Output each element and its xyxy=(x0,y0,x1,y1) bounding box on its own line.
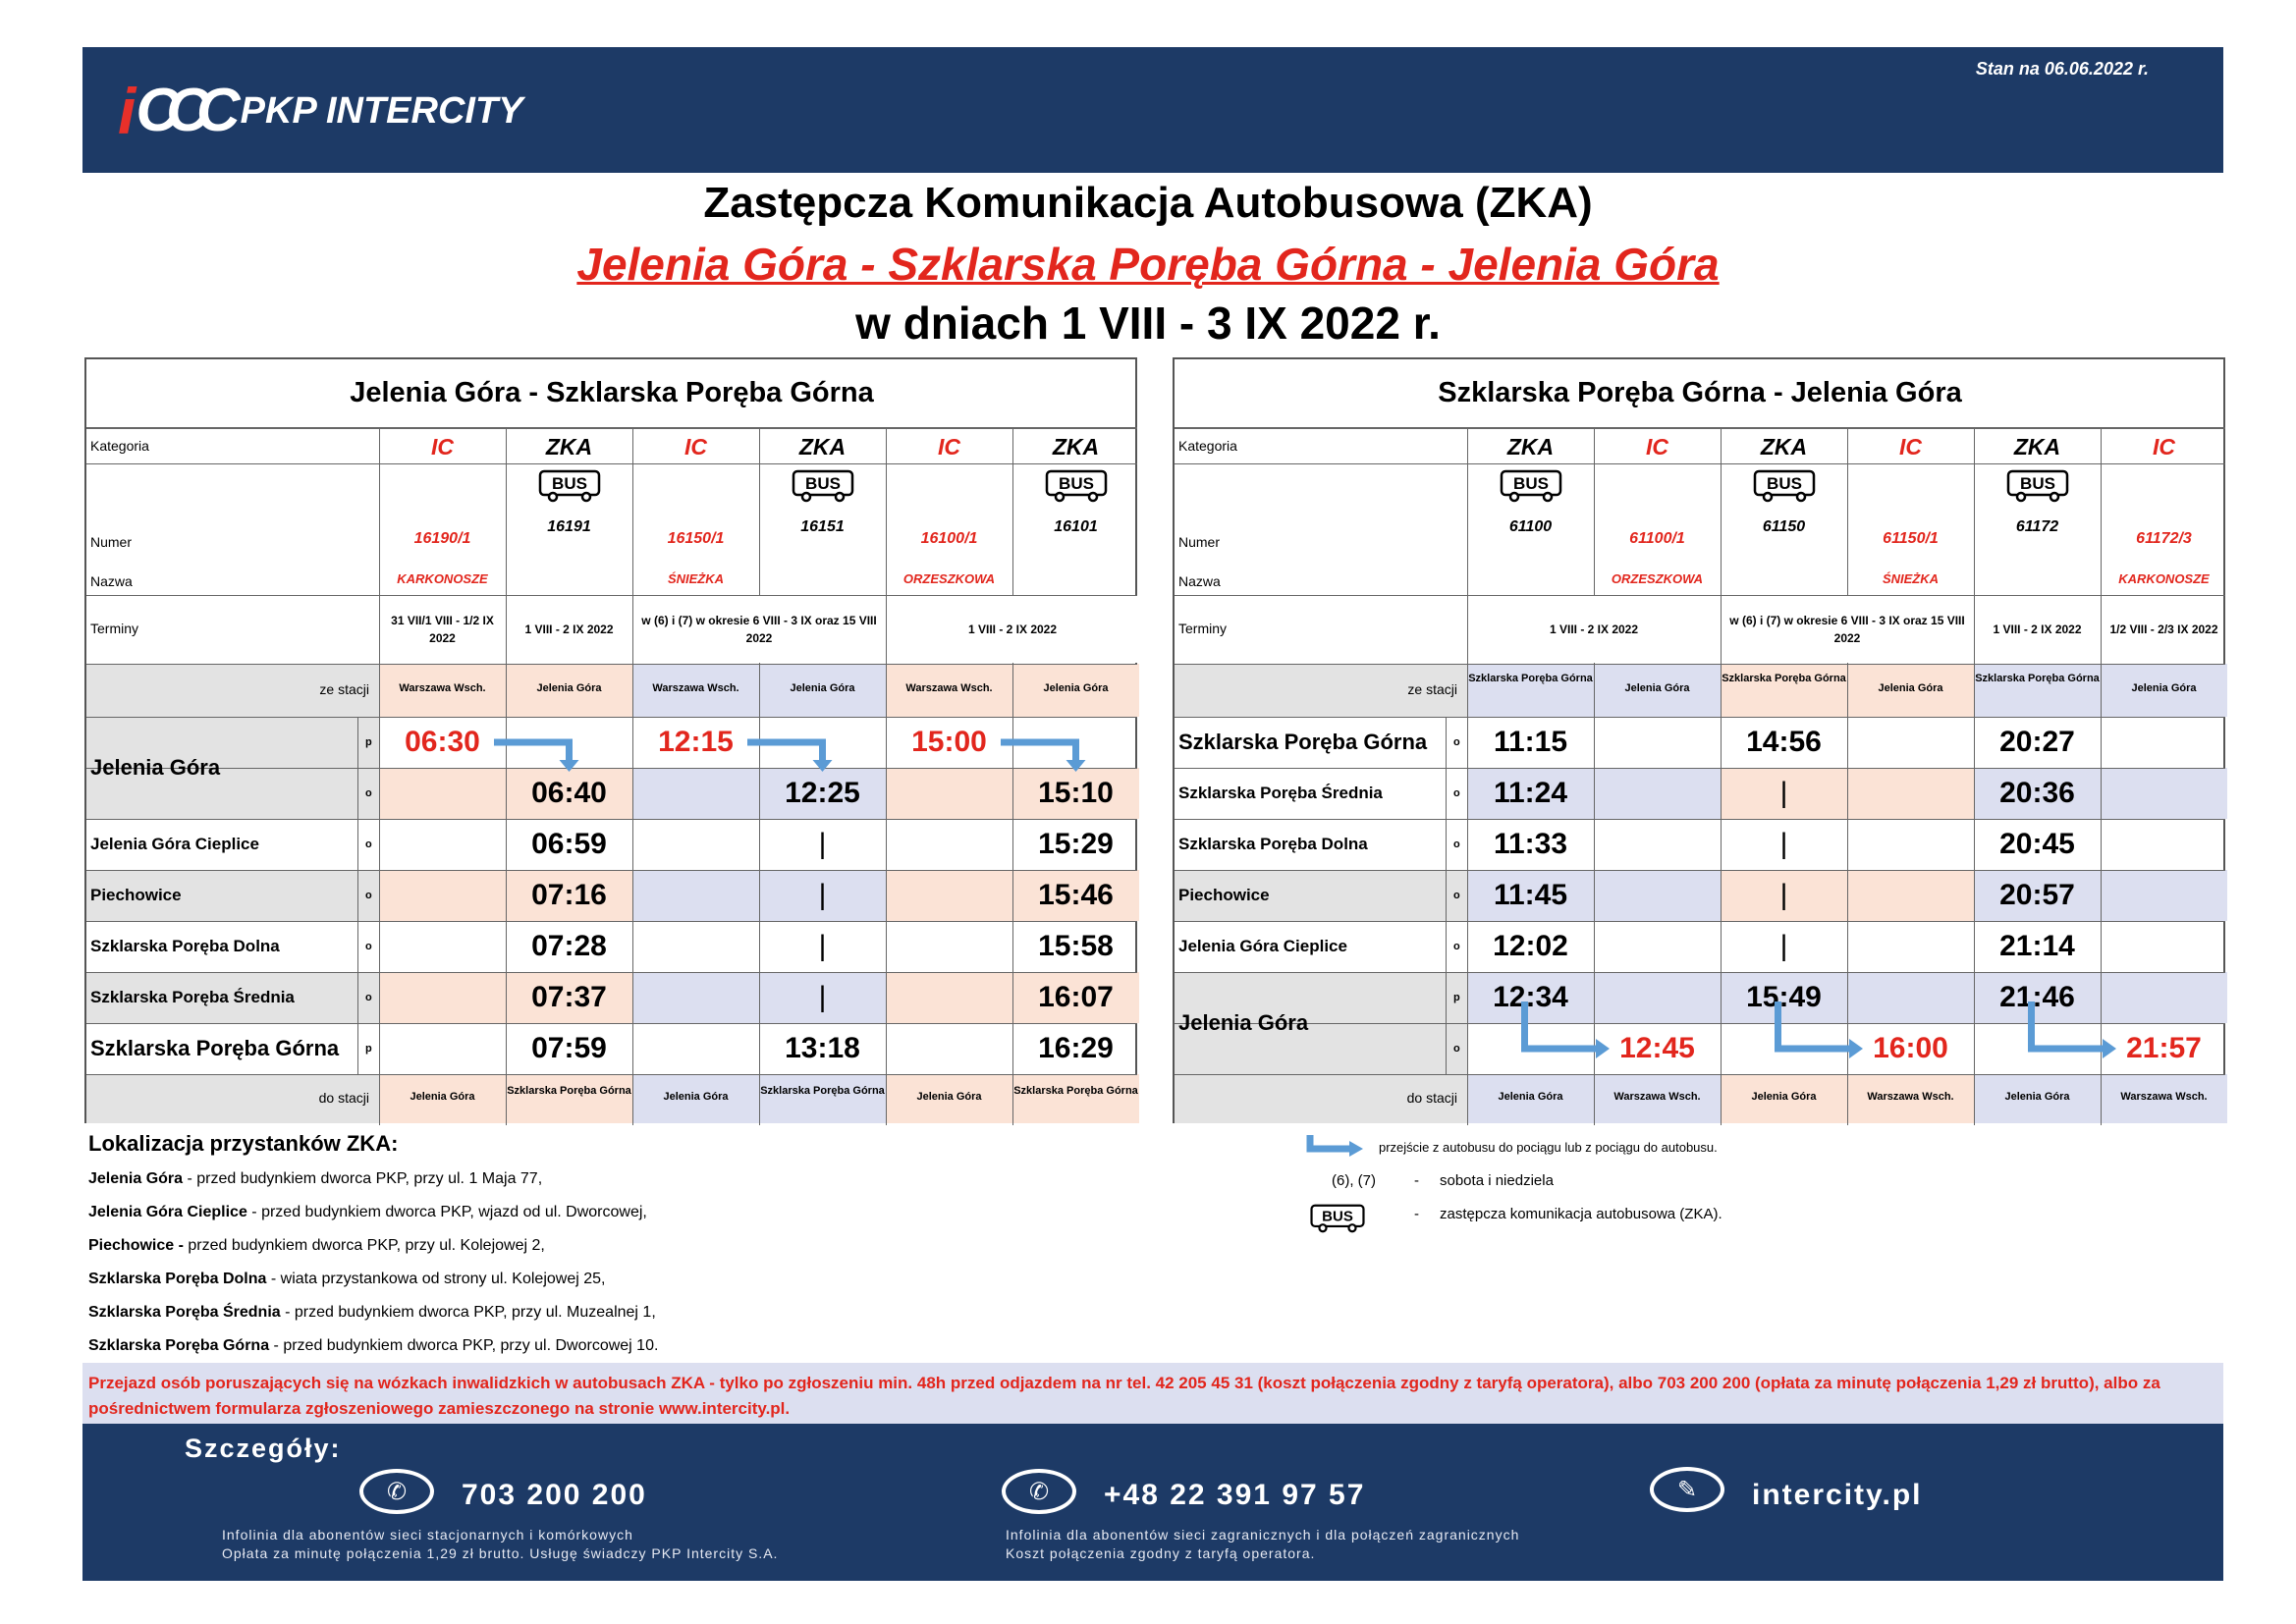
train-number-1: 16190/1 xyxy=(413,530,471,547)
stop-location-item xyxy=(88,1337,658,1355)
bus-time: 07:16 xyxy=(531,879,607,911)
to-station-1: Jelenia Góra xyxy=(1498,1091,1563,1103)
bus-time: 12:34 xyxy=(1493,981,1568,1013)
bus-icon xyxy=(1752,469,1817,503)
category-zka-1: ZKA xyxy=(1506,434,1555,460)
category-zka-6: ZKA xyxy=(1052,434,1100,460)
label-nazwa: Nazwa xyxy=(1178,573,1221,589)
stop-location-desc: - wiata przystankowa od strony ul. Kolejowej 25, xyxy=(266,1271,606,1287)
from-station-3: Szklarska Poręba Górna xyxy=(1722,673,1846,684)
bus-icon xyxy=(791,469,855,503)
bus-time: 16:07 xyxy=(1038,981,1114,1013)
website-link[interactable]: intercity.pl xyxy=(1752,1479,1923,1511)
train-number-4: 61150/1 xyxy=(1883,530,1939,547)
svg-text:BUS: BUS xyxy=(1512,474,1549,493)
arrival-marker: p xyxy=(365,736,372,748)
bus-time: 06:40 xyxy=(531,777,607,809)
departure-marker: o xyxy=(365,992,372,1003)
timetable-right xyxy=(1173,357,2225,1123)
svg-text:BUS: BUS xyxy=(1058,474,1094,493)
to-station-6: Szklarska Poręba Górna xyxy=(1013,1085,1138,1097)
train-number-6: 61172/3 xyxy=(2136,530,2192,547)
bus-time: 14:56 xyxy=(1746,726,1822,758)
ic-arrival-time: 06:30 xyxy=(405,726,480,758)
legend-dash: - xyxy=(1414,1172,1419,1189)
date-range-title: w dniach 1 VIII - 3 IX 2022 r. xyxy=(855,298,1441,349)
category-zka-4: ZKA xyxy=(798,434,847,460)
train-name-5: ORZESZKOWA xyxy=(902,571,996,586)
svg-text:BUS: BUS xyxy=(1766,474,1802,493)
train-number-2: 61100/1 xyxy=(1629,530,1685,547)
departure-marker: o xyxy=(365,787,372,799)
station-name: Piechowice xyxy=(90,886,182,904)
station-name: Jelenia Góra xyxy=(90,755,221,780)
category-ic-6: IC xyxy=(2153,434,2175,460)
label-numer: Numer xyxy=(90,534,133,550)
train-number-3: 16150/1 xyxy=(667,530,725,547)
label-kategoria: Kategoria xyxy=(1178,438,1237,454)
terms-3: w (6) i (7) w okresie 6 VIII - 3 IX oraz 15 VIII 2022 xyxy=(641,614,877,645)
stop-location-desc: - przed budynkiem dworca PKP, przy ul. Muzealnej 1, xyxy=(280,1304,656,1321)
train-number-3: 61150 xyxy=(1762,518,1806,535)
from-station-5: Szklarska Poręba Górna xyxy=(1975,673,2100,684)
from-station-4: Jelenia Góra xyxy=(1878,682,1943,694)
bus-time: 06:59 xyxy=(531,828,607,860)
status-date: Stan na 06.06.2022 r. xyxy=(1975,59,2149,79)
category-zka-3: ZKA xyxy=(1760,434,1808,460)
pass-through-marker: | xyxy=(818,930,827,962)
bus-time: 15:29 xyxy=(1038,828,1114,860)
bus-time: 15:58 xyxy=(1038,930,1114,962)
bus-time: 20:45 xyxy=(1999,828,2075,860)
terms-3: 1 VIII - 2 IX 2022 xyxy=(1993,623,2082,636)
pass-through-marker: | xyxy=(818,981,827,1013)
bus-icon xyxy=(1044,469,1109,503)
pass-through-marker: | xyxy=(1779,828,1788,860)
bus-time: 20:36 xyxy=(1999,777,2075,809)
category-zka-5: ZKA xyxy=(2013,434,2061,460)
from-station-5: Warszawa Wsch. xyxy=(905,682,993,694)
legend-bus: zastępcza komunikacja autobusowa (ZKA). xyxy=(1440,1206,1722,1222)
page-title: Zastępcza Komunikacja Autobusowa (ZKA) xyxy=(703,179,1593,227)
train-number-5: 16100/1 xyxy=(920,530,978,547)
ic-arrival-time: 12:15 xyxy=(658,726,734,758)
from-station-3: Warszawa Wsch. xyxy=(652,682,739,694)
svg-text:BUS: BUS xyxy=(804,474,841,493)
pass-through-marker: | xyxy=(1779,930,1788,962)
train-number-4: 16151 xyxy=(800,518,845,535)
from-station-2: Jelenia Góra xyxy=(536,682,602,694)
svg-text:BUS: BUS xyxy=(551,474,587,493)
bus-icon xyxy=(2005,469,2070,503)
departure-marker: o xyxy=(365,941,372,952)
bus-time: 11:24 xyxy=(1493,777,1568,809)
legend-weekend-key: (6), (7) xyxy=(1332,1172,1376,1189)
terms-2: 1 VIII - 2 IX 2022 xyxy=(524,623,614,636)
terms-2: w (6) i (7) w okresie 6 VIII - 3 IX oraz 15 VIII 2022 xyxy=(1729,614,1965,645)
departure-marker: o xyxy=(1453,890,1460,901)
bus-time: 16:29 xyxy=(1038,1032,1114,1064)
train-name-3: ŚNIEŻKA xyxy=(667,571,725,586)
train-name-1: KARKONOSZE xyxy=(397,571,488,586)
web-icon: ✎ xyxy=(1650,1467,1724,1512)
stops-location-title: Lokalizacja przystanków ZKA: xyxy=(88,1131,399,1156)
to-station-2: Warszawa Wsch. xyxy=(1613,1091,1701,1103)
train-number-5: 61172 xyxy=(2015,518,2059,535)
ic-departure-time: 16:00 xyxy=(1873,1032,1948,1064)
bus-time: 12:02 xyxy=(1493,930,1568,962)
bus-icon xyxy=(1499,469,1563,503)
legend-transfer: przejście z autobusu do pociągu lub z pociągu do autobusu. xyxy=(1379,1140,1718,1155)
station-name: Szklarska Poręba Średnia xyxy=(1178,784,1383,802)
train-number-2: 16191 xyxy=(547,518,591,535)
departure-marker: o xyxy=(365,839,372,850)
category-ic-4: IC xyxy=(1899,434,1922,460)
ic-arrival-time: 15:00 xyxy=(911,726,987,758)
from-station-6: Jelenia Góra xyxy=(2131,682,2197,694)
label-terminy: Terminy xyxy=(1178,621,1228,636)
to-station-4: Warszawa Wsch. xyxy=(1867,1091,1954,1103)
stop-location-item xyxy=(88,1170,542,1188)
bus-time: 11:33 xyxy=(1493,828,1568,860)
bus-time: 21:46 xyxy=(1999,981,2075,1013)
label-do-stacji: do stacji xyxy=(1406,1090,1457,1106)
bus-time: 15:46 xyxy=(1038,879,1114,911)
bus-time: 15:10 xyxy=(1038,777,1114,809)
bus-time: 20:27 xyxy=(1999,726,2075,758)
terms-1: 1 VIII - 2 IX 2022 xyxy=(1549,623,1639,636)
departure-marker: o xyxy=(1453,736,1460,748)
station-name: Szklarska Poręba Górna xyxy=(90,1036,340,1060)
header-band xyxy=(82,47,2223,173)
stop-location-item xyxy=(88,1271,605,1288)
label-ze-stacji: ze stacji xyxy=(1407,681,1457,697)
pkp-intercity-logo xyxy=(118,77,523,145)
route-title: Jelenia Góra - Szklarska Poręba Górna - Jelenia Góra xyxy=(576,239,1720,290)
stop-location-desc: - przed budynkiem dworca PKP, wjazd od ul. Dworcowej, xyxy=(246,1204,647,1220)
category-zka-2: ZKA xyxy=(545,434,593,460)
departure-marker: o xyxy=(1453,1043,1460,1055)
phone-domestic-info-2: Opłata za minutę połączenia 1,29 zł brutto. Usługę świadczy PKP Intercity S.A. xyxy=(222,1545,779,1561)
arrival-marker: p xyxy=(365,1043,372,1055)
stop-location-item xyxy=(88,1204,647,1221)
bus-legend-icon xyxy=(1308,1204,1367,1233)
from-station-2: Jelenia Góra xyxy=(1624,682,1690,694)
route-direction-title: Szklarska Poręba Górna - Jelenia Góra xyxy=(1175,359,2225,428)
bus-time: 13:18 xyxy=(785,1032,860,1064)
from-station-1: Szklarska Poręba Górna xyxy=(1468,673,1593,684)
phone-icon-international: ✆ xyxy=(1002,1469,1076,1514)
phone-number-domestic[interactable]: 703 200 200 xyxy=(462,1479,647,1511)
bus-time: 11:15 xyxy=(1493,726,1568,758)
pass-through-marker: | xyxy=(1779,777,1788,809)
phone-international-info-1: Infolinia dla abonentów sieci zagranicznych i dla połączeń zagranicznych xyxy=(1006,1527,1520,1543)
departure-marker: o xyxy=(1453,839,1460,850)
departure-marker: o xyxy=(1453,787,1460,799)
category-ic-1: IC xyxy=(431,434,454,460)
from-station-4: Jelenia Góra xyxy=(790,682,855,694)
phone-icon: ✆ xyxy=(359,1469,434,1514)
to-station-3: Jelenia Góra xyxy=(663,1091,729,1103)
station-name: Szklarska Poręba Górna xyxy=(1178,730,1428,754)
to-station-3: Jelenia Góra xyxy=(1751,1091,1817,1103)
phone-domestic-info-1: Infolinia dla abonentów sieci stacjonarnych i komórkowych xyxy=(222,1527,633,1543)
stop-location-desc: przed budynkiem dworca PKP, przy ul. Kolejowej 2, xyxy=(183,1237,545,1254)
pass-through-marker: | xyxy=(1779,879,1788,911)
arrival-marker: p xyxy=(1453,992,1460,1003)
terms-1: 31 VII/1 VIII - 1/2 IX 2022 xyxy=(391,614,494,645)
ic-departure-time: 21:57 xyxy=(2126,1032,2202,1064)
bus-icon xyxy=(537,469,602,503)
from-station-1: Warszawa Wsch. xyxy=(399,682,486,694)
category-ic-2: IC xyxy=(1646,434,1668,460)
accessibility-notice: Przejazd osób poruszających się na wózkach inwalidzkich w autobusach ZKA - tylko po zgłoszeniu min. 48h przed odjazdem na nr tel. 42 205 45 31 (koszt połączenia zgodny z taryfą operatora), albo 703 200 200 (opłata za minutę połączenia 1,29 zł brutto), albo za pośrednictwem formularza zgłoszeniowego zamieszczonego na stronie www.intercity.pl. xyxy=(82,1363,2223,1424)
from-station-6: Jelenia Góra xyxy=(1043,682,1109,694)
label-terminy: Terminy xyxy=(90,621,139,636)
legend-weekend: sobota i niedziela xyxy=(1440,1172,1554,1189)
to-station-5: Jelenia Góra xyxy=(2004,1091,2070,1103)
stop-location-item xyxy=(88,1237,545,1255)
footer xyxy=(82,1424,2223,1581)
station-name: Szklarska Poręba Średnia xyxy=(90,988,295,1006)
footer-title: Szczegóły: xyxy=(185,1434,342,1463)
terms-4: 1 VIII - 2 IX 2022 xyxy=(967,623,1058,636)
bus-time: 07:59 xyxy=(531,1032,607,1064)
stop-location-name: Szklarska Poręba Średnia xyxy=(88,1304,281,1321)
bus-time: 21:14 xyxy=(1999,930,2075,962)
ic-logo-icon: i CCC xyxy=(118,75,227,147)
departure-marker: o xyxy=(1453,941,1460,952)
label-ze-stacji: ze stacji xyxy=(319,681,369,697)
svg-text:BUS: BUS xyxy=(2019,474,2055,493)
station-name: Jelenia Góra Cieplice xyxy=(90,835,259,853)
to-station-5: Jelenia Góra xyxy=(916,1091,982,1103)
to-station-2: Szklarska Poręba Górna xyxy=(507,1085,631,1097)
category-ic-3: IC xyxy=(684,434,707,460)
category-ic-5: IC xyxy=(938,434,960,460)
label-numer: Numer xyxy=(1178,534,1221,550)
bus-time: 07:28 xyxy=(531,930,607,962)
label-nazwa: Nazwa xyxy=(90,573,133,589)
pass-through-marker: | xyxy=(818,879,827,911)
stop-location-item xyxy=(88,1304,656,1322)
to-station-4: Szklarska Poręba Górna xyxy=(760,1085,885,1097)
bus-time: 12:25 xyxy=(785,777,860,809)
departure-marker: o xyxy=(365,890,372,901)
bus-time: 07:37 xyxy=(531,981,607,1013)
svg-text:BUS: BUS xyxy=(1322,1208,1353,1225)
station-name: Jelenia Góra Cieplice xyxy=(1178,937,1347,955)
stop-location-name: Piechowice - xyxy=(88,1237,184,1254)
bus-time: 20:57 xyxy=(1999,879,2075,911)
to-station-6: Warszawa Wsch. xyxy=(2120,1091,2208,1103)
transfer-arrow-icon xyxy=(1306,1133,1369,1161)
timetable-left xyxy=(84,357,1137,1123)
route-direction-title: Jelenia Góra - Szklarska Poręba Górna xyxy=(86,359,1137,428)
train-name-4: ŚNIEŻKA xyxy=(1882,571,1940,586)
bus-time: 15:49 xyxy=(1746,981,1822,1013)
stop-location-name: Jelenia Góra xyxy=(88,1170,184,1187)
phone-number-international[interactable]: +48 22 391 97 57 xyxy=(1104,1479,1366,1511)
to-station-1: Jelenia Góra xyxy=(410,1091,475,1103)
phone-international-info-2: Koszt połączenia zgodny z taryfą operatora. xyxy=(1006,1545,1316,1561)
station-name: Jelenia Góra xyxy=(1178,1010,1309,1035)
label-do-stacji: do stacji xyxy=(318,1090,369,1106)
stop-location-name: Szklarska Poręba Dolna xyxy=(88,1271,267,1287)
stop-location-name: Jelenia Góra Cieplice xyxy=(88,1204,247,1220)
label-kategoria: Kategoria xyxy=(90,438,149,454)
station-name: Szklarska Poręba Dolna xyxy=(1178,835,1368,853)
train-number-1: 61100 xyxy=(1508,518,1553,535)
bus-time: 11:45 xyxy=(1493,879,1568,911)
ic-departure-time: 12:45 xyxy=(1619,1032,1695,1064)
train-number-6: 16101 xyxy=(1054,518,1098,535)
train-name-2: ORZESZKOWA xyxy=(1611,571,1704,586)
stop-location-desc: - przed budynkiem dworca PKP, przy ul. 1 Maja 77, xyxy=(183,1170,543,1187)
stop-location-name: Szklarska Poręba Górna xyxy=(88,1337,270,1354)
station-name: Szklarska Poręba Dolna xyxy=(90,937,280,955)
terms-4: 1/2 VIII - 2/3 IX 2022 xyxy=(2109,623,2218,636)
legend-dash-2: - xyxy=(1414,1206,1419,1222)
brand-name: PKP INTERCITY xyxy=(240,89,523,132)
stop-location-desc: - przed budynkiem dworca PKP, przy ul. Dworcowej 10. xyxy=(269,1337,659,1354)
train-name-6: KARKONOSZE xyxy=(2118,571,2210,586)
station-name: Piechowice xyxy=(1178,886,1270,904)
pass-through-marker: | xyxy=(818,828,827,860)
